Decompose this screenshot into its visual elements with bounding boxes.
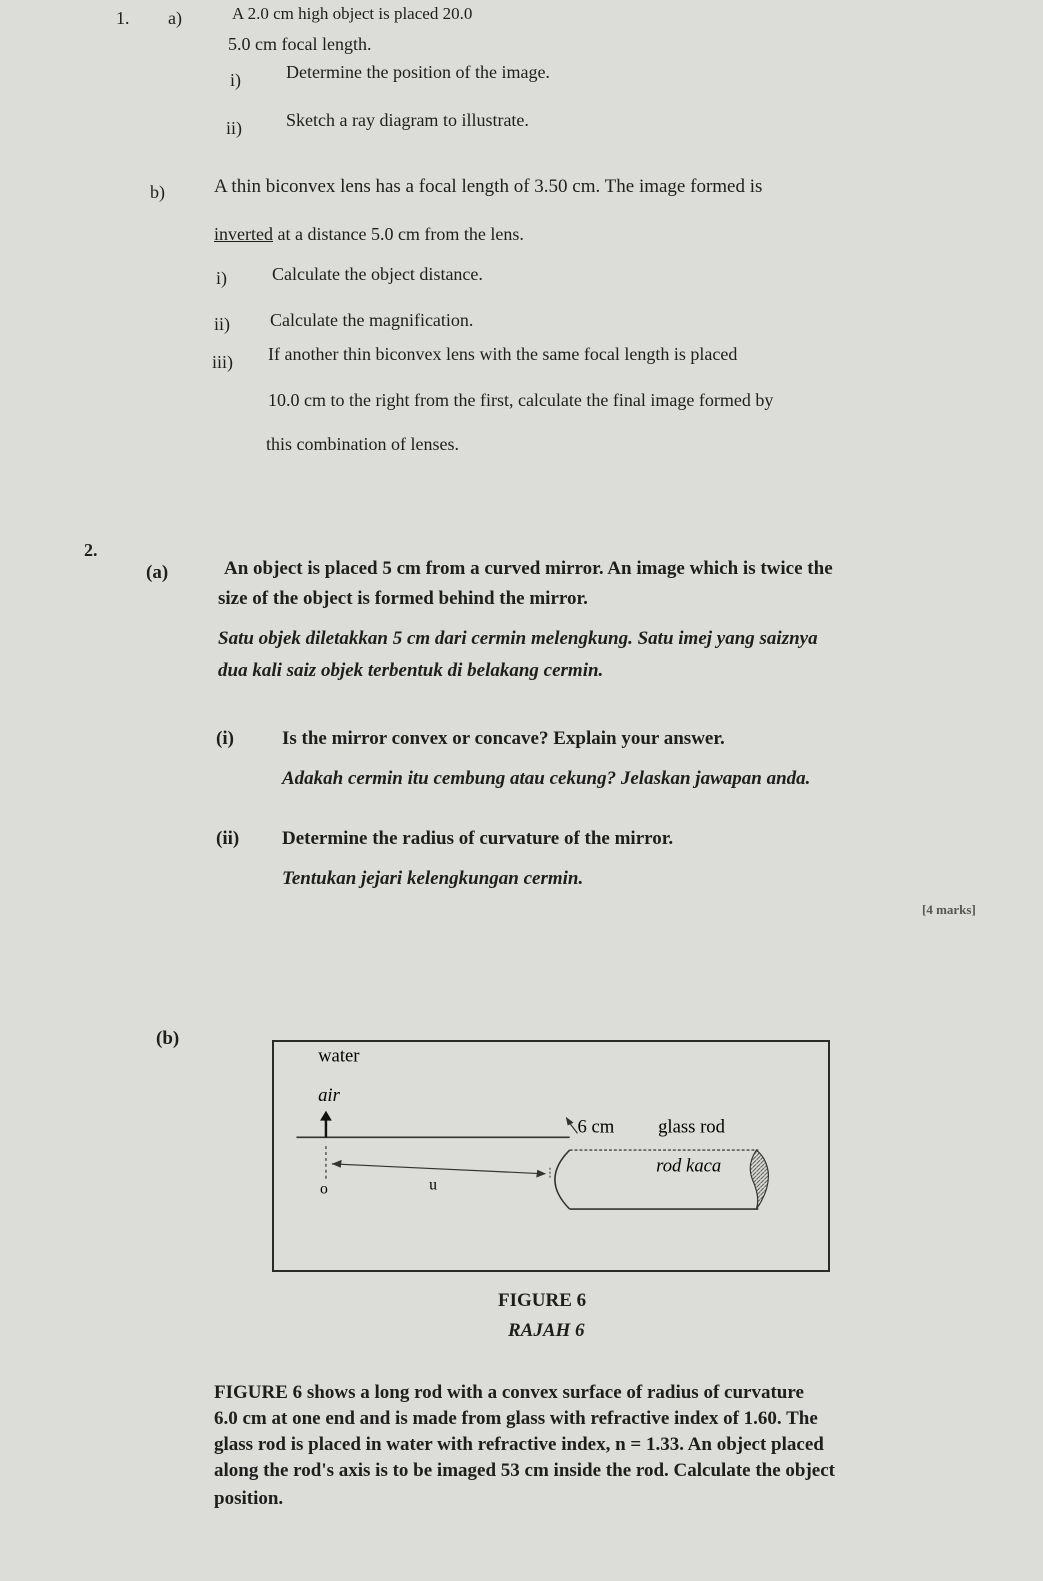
q1b-line-2-rest: at a distance 5.0 cm from the lens. — [272, 224, 524, 244]
q2a-ii-label: (ii) — [216, 828, 240, 849]
distance-u-label: u — [429, 1176, 437, 1194]
question-1-number: 1. — [116, 8, 130, 28]
q1a-ii-label: ii) — [226, 118, 242, 138]
q2a-i-text: Is the mirror convex or concave? Explain your answer. — [282, 728, 725, 749]
u-arrow-left — [332, 1160, 342, 1168]
q2a-i-label: (i) — [216, 728, 234, 749]
radius-label: 6 cm — [577, 1116, 615, 1138]
q1b-i-label: i) — [216, 268, 227, 288]
q1a-i-text: Determine the position of the image. — [286, 62, 550, 82]
q2b-para-line-2: 6.0 cm at one end and is made from glass with refractive index of 1.60. The — [214, 1408, 818, 1429]
question-2-number: 2. — [84, 540, 98, 560]
q2a-i-malay: Adakah cermin itu cembung atau cekung? Jelaskan jawapan anda. — [282, 768, 811, 789]
q2a-line-2: size of the object is formed behind the mirror. — [218, 588, 588, 609]
q2a-label: (a) — [146, 562, 169, 583]
q1b-iii-line-2: 10.0 cm to the right from the first, calculate the final image formed by — [268, 390, 774, 410]
q2a-malay-line-1: Satu objek diletakkan 5 cm dari cermin melengkung. Satu imej yang saiznya — [218, 628, 818, 649]
q2a-malay-line-2: dua kali saiz objek terbentuk di belakang cermin. — [218, 660, 604, 681]
object-arrow-head — [320, 1111, 332, 1121]
u-arrow-right — [536, 1170, 546, 1178]
rod-kaca-label: rod kaca — [656, 1155, 722, 1177]
q2b-label: (b) — [156, 1028, 180, 1049]
underlined-word: inverted — [214, 224, 273, 244]
radius-pointer-head — [566, 1117, 574, 1126]
water-label: water — [318, 1045, 360, 1067]
glass-rod-label: glass rod — [658, 1116, 725, 1138]
q1a-ii-text: Sketch a ray diagram to illustrate. — [286, 110, 529, 130]
u-dimension-line — [332, 1164, 542, 1174]
q2b-para-line-4: along the rod's axis is to be imaged 53 cm inside the rod. Calculate the object — [214, 1460, 835, 1481]
figure-caption: FIGURE 6 — [498, 1290, 587, 1311]
figure-6-diagram — [272, 1040, 830, 1272]
q1a-line-1: A 2.0 cm high object is placed 20.0 — [232, 4, 473, 23]
q1b-line-1: A thin biconvex lens has a focal length of 3.50 cm. The image formed is — [214, 176, 763, 197]
air-label: air — [318, 1084, 340, 1106]
rod-convex-end — [555, 1150, 570, 1209]
q2b-para-line-1: FIGURE 6 shows a long rod with a convex surface of radius of curvature — [214, 1382, 804, 1403]
q2b-para-line-5: position. — [214, 1488, 284, 1509]
q2a-ii-text: Determine the radius of curvature of the mirror. — [282, 828, 674, 849]
marks-label: [4 marks] — [922, 902, 976, 917]
q2a-ii-malay: Tentukan jejari kelengkungan cermin. — [282, 868, 584, 889]
q1b-ii-label: ii) — [214, 314, 230, 334]
q1b-iii-line-1: If another thin biconvex lens with the same focal length is placed — [268, 344, 738, 364]
q1b-ii-text: Calculate the magnification. — [270, 310, 474, 330]
figure-caption-malay: RAJAH 6 — [508, 1320, 585, 1341]
q1a-line-2: 5.0 cm focal length. — [228, 34, 372, 54]
q1a-label: a) — [168, 8, 182, 28]
q1a-i-label: i) — [230, 70, 241, 90]
q1b-iii-line-3: this combination of lenses. — [266, 434, 459, 454]
figure-6-svg — [274, 1042, 828, 1270]
object-point-label: o — [320, 1180, 328, 1198]
rod-break-hatch — [750, 1150, 768, 1209]
q1b-label: b) — [150, 182, 165, 202]
q1b-line-2 — [214, 224, 524, 246]
q1b-i-text: Calculate the object distance. — [272, 264, 483, 284]
q1b-iii-label: iii) — [212, 352, 233, 372]
q2b-para-line-3: glass rod is placed in water with refractive index, n = 1.33. An object placed — [214, 1434, 824, 1455]
q2a-line-1: An object is placed 5 cm from a curved mirror. An image which is twice the — [224, 558, 833, 579]
